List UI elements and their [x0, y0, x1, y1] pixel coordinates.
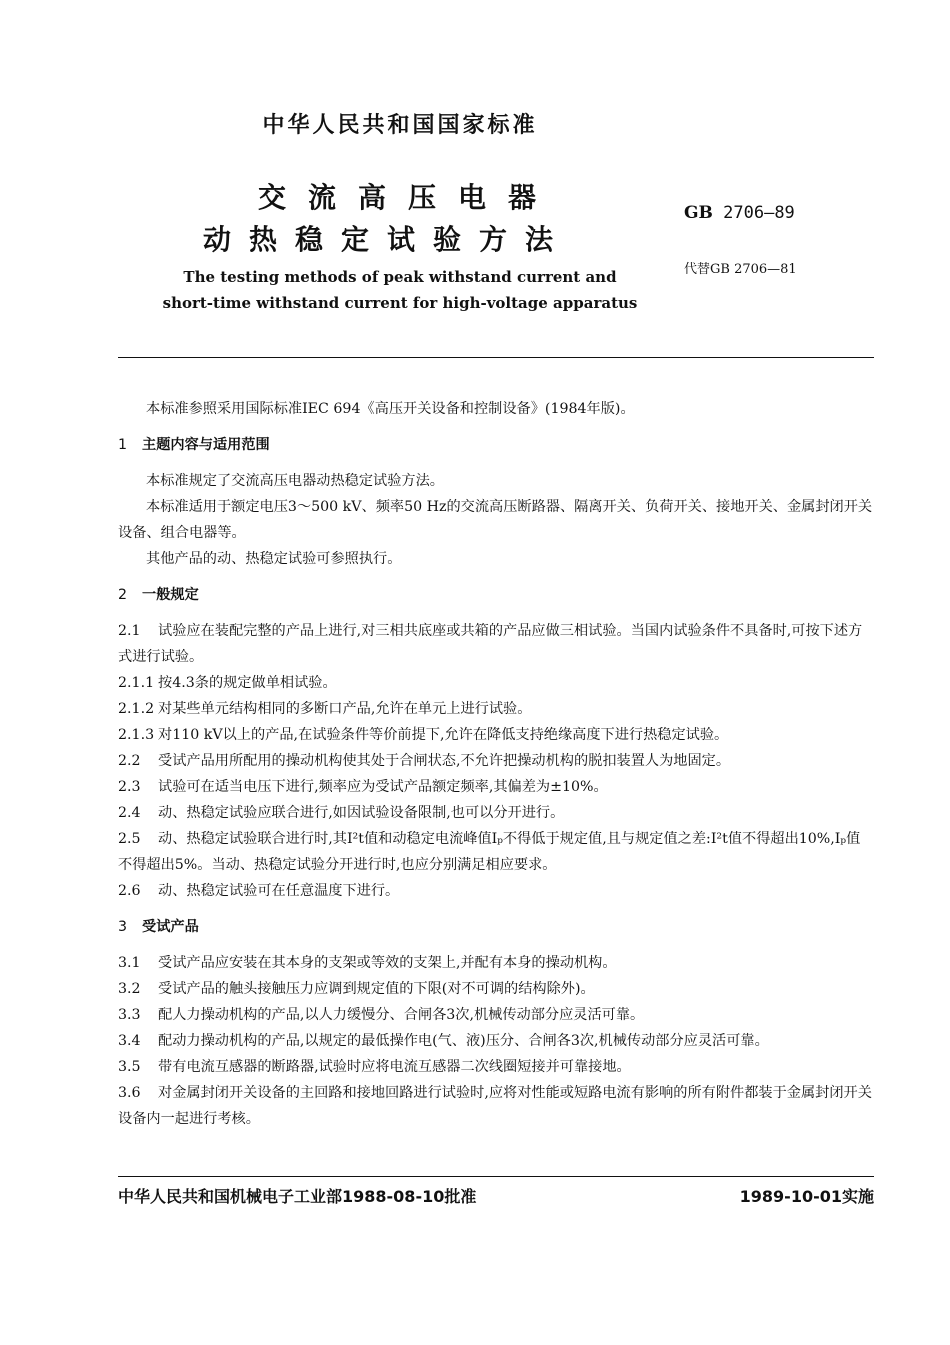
section-1-number: 1 [118, 437, 128, 453]
clause-3-6 [118, 1080, 874, 1132]
clause-text: 动、热稳定试验可在任意温度下进行。 [158, 883, 400, 899]
clause-2-1 [118, 618, 874, 670]
clause-2-4 [118, 800, 874, 826]
clause-text: 对某些单元结构相同的多断口产品,允许在单元上进行试验。 [158, 701, 532, 717]
effective-date-note: 1989-10-01实施 [739, 1187, 874, 1206]
clause-text: 配动力操动机构的产品,以规定的最低操作电(气、液)压分、合闸各3次,机械传动部分应灵活可靠。 [158, 1033, 769, 1049]
document-title-line2: 动热稳定试验方法 [203, 223, 572, 256]
clause-text: 受试产品的触头接触压力应调到规定值的下限(对不可调的结构除外)。 [158, 981, 595, 997]
clause-number: 2.2 [118, 753, 141, 769]
clause-3-2 [118, 976, 874, 1002]
clause-number: 3.2 [118, 981, 141, 997]
header-divider [118, 357, 874, 358]
section-3-heading [118, 914, 874, 940]
clause-2-3 [118, 774, 874, 800]
document-title-line1: 交流高压电器 [258, 181, 559, 214]
clause-number: 2.1.3 [118, 727, 155, 743]
clause-number: 2.1.2 [118, 701, 155, 717]
clause-text: 配人力操动机构的产品,以人力缓慢分、合闸各3次,机械传动部分应灵活可靠。 [158, 1007, 645, 1023]
section-2-title: 一般规定 [142, 587, 199, 603]
clause-2-1-3 [118, 722, 874, 748]
clause-3-3 [118, 1002, 874, 1028]
standard-code-prefix: GB [684, 203, 713, 223]
section-1-paragraph-2: 本标准适用于额定电压3～500 kV、频率50 Hz的交流高压断路器、隔离开关、负荷开关、接地开关、金属封闭开关设备、组合电器等。 [118, 499, 873, 541]
clause-2-2 [118, 748, 874, 774]
footer-divider [118, 1176, 874, 1177]
section-3-title: 受试产品 [142, 919, 199, 935]
clause-text: 试验可在适当电压下进行,频率应为受试产品额定频率,其偏差为±10%。 [158, 779, 608, 795]
clause-number: 2.6 [118, 883, 141, 899]
clause-text: 按4.3条的规定做单相试验。 [158, 675, 337, 691]
approval-note: 中华人民共和国机械电子工业部1988-08-10批准 [118, 1187, 477, 1206]
document-body [118, 396, 874, 1132]
section-3-number: 3 [118, 919, 128, 935]
clause-3-1 [118, 950, 874, 976]
section-1-heading [118, 432, 874, 458]
clause-number: 3.1 [118, 955, 141, 971]
section-1-paragraph-1: 本标准规定了交流高压电器动热稳定试验方法。 [146, 473, 444, 489]
clause-number: 3.4 [118, 1033, 141, 1049]
clause-number: 2.1.1 [118, 675, 155, 691]
clause-text: 受试产品应安装在其本身的支架或等效的支架上,并配有本身的操动机构。 [158, 955, 617, 971]
clause-2-5 [118, 826, 874, 878]
section-1-paragraph-3: 其他产品的动、热稳定试验可参照执行。 [146, 551, 402, 567]
clause-2-1-2 [118, 696, 874, 722]
clause-3-5 [118, 1054, 874, 1080]
clause-number: 2.5 [118, 831, 141, 847]
replaces-note: 代替GB 2706—81 [684, 262, 797, 277]
standard-code-number: 2706—89 [723, 203, 795, 223]
section-2-heading [118, 582, 874, 608]
clause-text: 动、热稳定试验应联合进行,如因试验设备限制,也可以分开进行。 [158, 805, 565, 821]
clause-text: 试验应在装配完整的产品上进行,对三相共底座或共箱的产品应做三相试验。当国内试验条件不具备时,可按下述方式进行试验。 [118, 623, 863, 665]
intro-paragraph: 本标准参照采用国际标准IEC 694《高压开关设备和控制设备》(1984年版)。 [146, 401, 635, 417]
english-title-line2: short-time withstand current for high-voltage apparatus [162, 294, 638, 312]
clause-number: 2.1 [118, 623, 141, 639]
clause-3-4 [118, 1028, 874, 1054]
standard-code [684, 203, 795, 223]
section-2-number: 2 [118, 587, 128, 603]
clause-number: 3.6 [118, 1085, 141, 1101]
clause-text: 动、热稳定试验联合进行时,其I²t值和动稳定电流峰值Iₚ不得低于规定值,且与规定值之差:I²t值不得超出10%,Iₚ值不得超出5%。当动、热稳定试验分开进行时,也应分别满足相应要求。 [118, 831, 861, 873]
section-1-title: 主题内容与适用范围 [142, 437, 270, 453]
clause-2-6 [118, 878, 874, 904]
clause-text: 对110 kV以上的产品,在试验条件等价前提下,允许在降低支持绝缘高度下进行热稳定试验。 [158, 727, 729, 743]
clause-text: 受试产品用所配用的操动机构使其处于合闸状态,不允许把操动机构的脱扣装置人为地固定。 [158, 753, 731, 769]
national-standard-heading: 中华人民共和国国家标准 [262, 113, 538, 138]
clause-number: 2.4 [118, 805, 141, 821]
clause-text: 带有电流互感器的断路器,试验时应将电流互感器二次线圈短接并可靠接地。 [158, 1059, 631, 1075]
clause-text: 对金属封闭开关设备的主回路和接地回路进行试验时,应将对性能或短路电流有影响的所有附件都装于金属封闭开关设备内一起进行考核。 [118, 1085, 872, 1127]
english-title-line1: The testing methods of peak withstand current and [183, 268, 617, 286]
clause-number: 2.3 [118, 779, 141, 795]
clause-2-1-1 [118, 670, 874, 696]
clause-number: 3.3 [118, 1007, 141, 1023]
clause-number: 3.5 [118, 1059, 141, 1075]
